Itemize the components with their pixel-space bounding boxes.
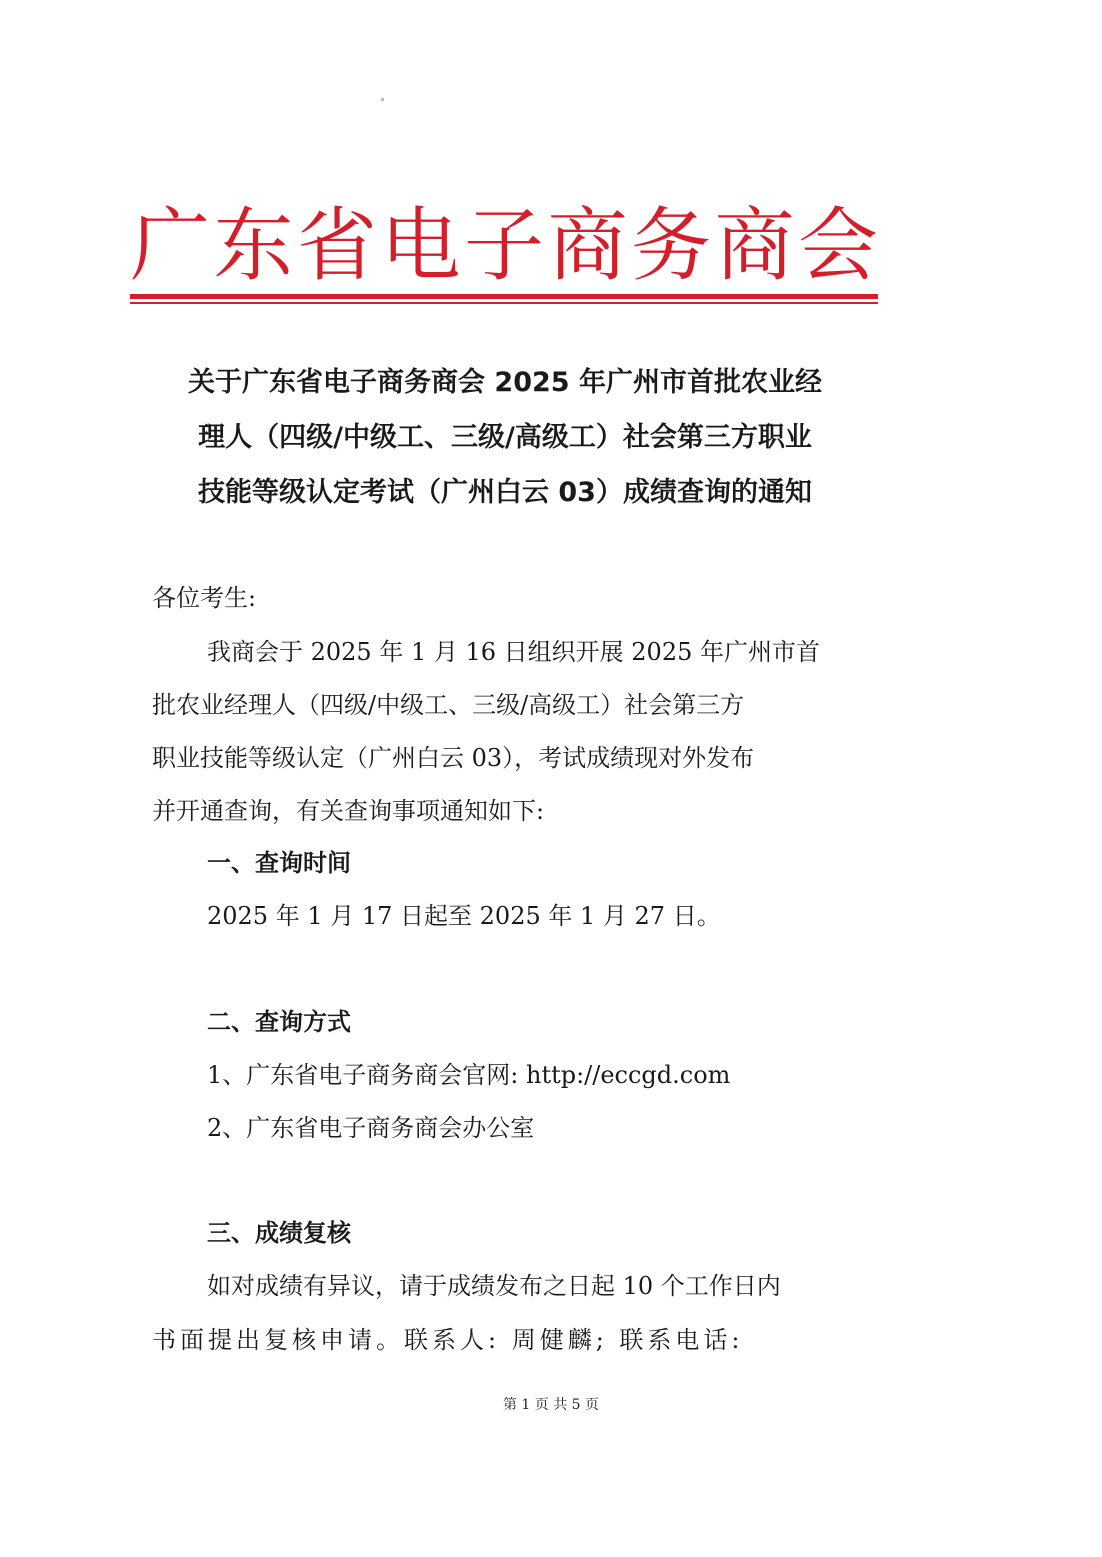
- intro-line-4: 并开通查询，有关查询事项通知如下:: [152, 797, 545, 825]
- letterhead-rule-thin: [130, 302, 878, 304]
- section-heading-query-time: 一、查询时间: [207, 849, 351, 877]
- score-review-line-2: 书面提出复核申请。联系人: 周健麟; 联系电话:: [152, 1326, 744, 1354]
- scan-dot: [381, 98, 384, 101]
- intro-line-2: 批农业经理人（四级/中级工、三级/高级工）社会第三方: [152, 691, 745, 719]
- letterhead-rule-thick: [130, 294, 878, 299]
- intro-line-1: 我商会于 2025 年 1 月 16 日组织开展 2025 年广州市首: [207, 638, 820, 666]
- section-heading-query-method: 二、查询方式: [207, 1008, 351, 1036]
- notice-title-line-2: 理人（四级/中级工、三级/高级工）社会第三方职业: [198, 422, 812, 453]
- salutation: 各位考生:: [152, 584, 257, 612]
- query-method-office: 2、广东省电子商务商会办公室: [207, 1114, 535, 1142]
- notice-title: [140, 355, 870, 520]
- notice-title-line-3: 技能等级认定考试（广州白云 03）成绩查询的通知: [198, 477, 812, 508]
- score-review-line-1: 如对成绩有异议，请于成绩发布之日起 10 个工作日内: [207, 1272, 781, 1300]
- page-number-footer: 第 1 页 共 5 页: [502, 1397, 600, 1413]
- section-heading-score-review: 三、成绩复核: [207, 1219, 351, 1247]
- notice-title-line-1: 关于广东省电子商务商会 2025 年广州市首批农业经: [188, 367, 822, 398]
- query-method-website: 1、广东省电子商务商会官网: http://eccgd.com: [207, 1061, 731, 1089]
- query-time-text: 2025 年 1 月 17 日起至 2025 年 1 月 27 日。: [207, 902, 721, 930]
- letterhead-title: 广东省电子商务商会: [130, 199, 880, 292]
- intro-line-3: 职业技能等级认定（广州白云 03），考试成绩现对外发布: [152, 744, 755, 772]
